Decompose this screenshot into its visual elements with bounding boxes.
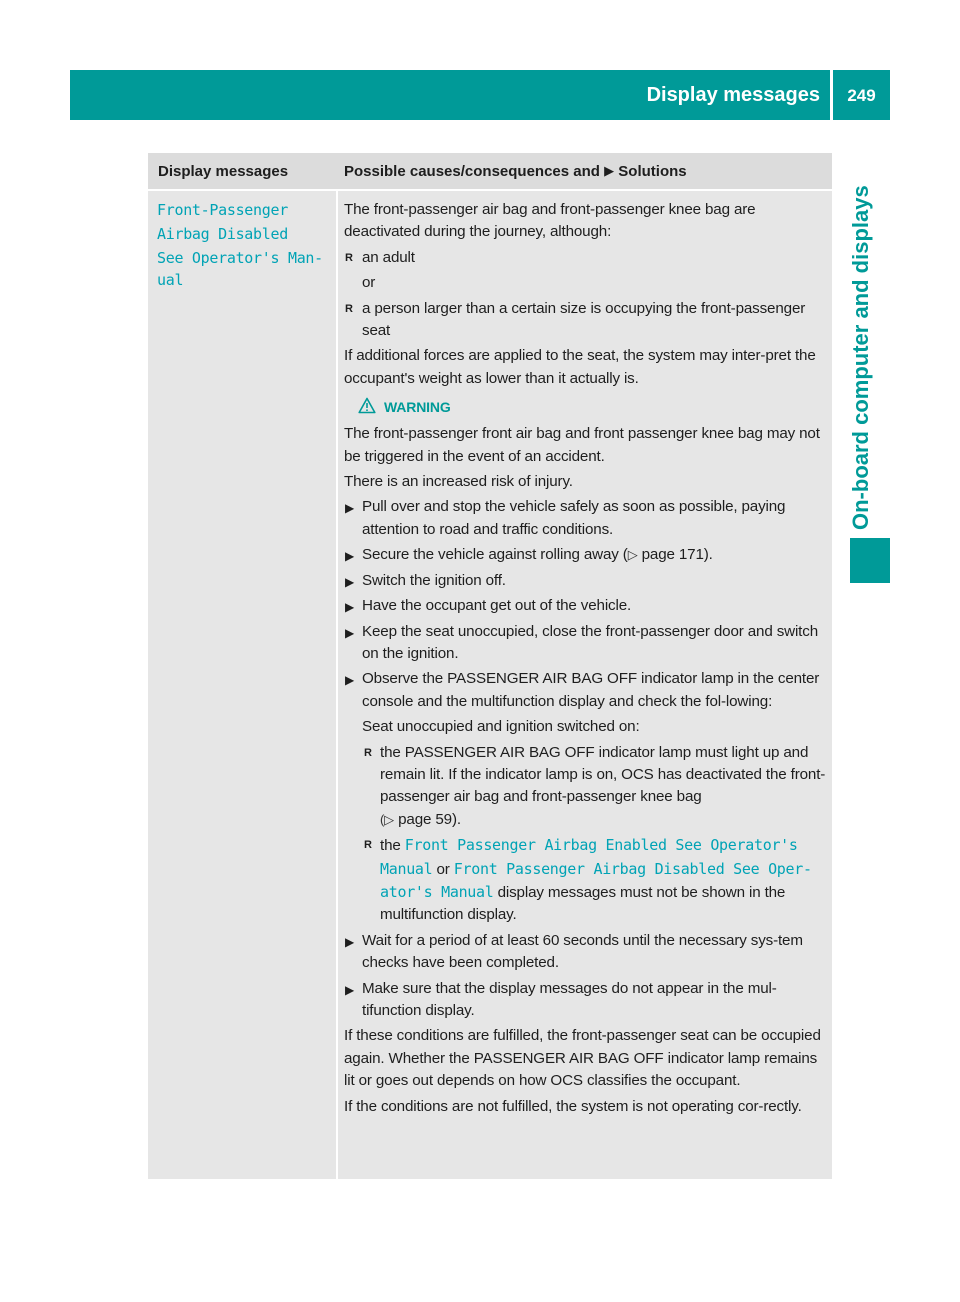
message-line: See Operator's Man‐	[157, 249, 323, 267]
step-item: ▶ Make sure that the display messages do not appear in the mul-tifunction display.	[345, 979, 777, 1019]
fulfilled-paragraph: If these conditions are fulfilled, the front-passenger seat can be occupied again. Whether the PASSENGER AIR BAG OFF indicator lamp remains lit or goes out depends on how OCS classifies the occupant.	[344, 1027, 821, 1090]
step-item: ▶ Wait for a period of at least 60 seconds until the necessary sys-tem checks have been completed.	[345, 931, 803, 972]
column-header-prefix: Possible causes/consequences and	[344, 163, 600, 180]
forces-paragraph: If additional forces are applied to the seat, the system may inter-pret the occupant's weight as lower than it actually is.	[344, 347, 816, 387]
display-message-inline: Front Passenger Airbag Disabled See Oper‐ator's Manual	[380, 859, 812, 901]
message-line: Airbag Disabled	[157, 225, 288, 243]
column-header-solutions	[344, 153, 687, 189]
solutions-cell	[338, 191, 832, 1179]
step-arrow-icon: ▶	[345, 600, 355, 615]
warning-heading	[344, 396, 828, 418]
step-arrow-icon: ▶	[345, 982, 355, 997]
seat-unoccupied-text: Seat unoccupied and ignition switched on:	[362, 718, 640, 736]
page-reference[interactable]: page 171).	[641, 546, 713, 564]
or-text: or	[362, 274, 376, 292]
solutions-text	[344, 199, 828, 1121]
step-arrow-icon: ▶	[345, 501, 355, 516]
step-arrow-icon: ▶	[345, 625, 355, 640]
step-item: ▶ Have the occupant get out of the vehicle.	[344, 595, 828, 617]
bullet-icon: R	[364, 746, 372, 759]
not-fulfilled-paragraph: If the conditions are not fulfilled, the system is not operating cor-rectly.	[344, 1097, 802, 1115]
step-item: ▶ Observe the PASSENGER AIR BAG OFF indicator lamp in the center console and the multifunction display and check the fol-lowing:	[345, 670, 820, 710]
step-arrow-icon: ▶	[345, 934, 355, 949]
page-reference[interactable]: page 59).	[398, 810, 461, 828]
bullet-icon: R	[345, 302, 353, 315]
page-header	[70, 70, 890, 120]
side-tab-title: On-board computer and displays	[848, 185, 873, 530]
list-item: R an adult	[344, 247, 828, 269]
step-item: ▶ Secure the vehicle against rolling away (▷ page 171).	[344, 544, 828, 566]
warning-triangle-icon	[358, 397, 376, 414]
column-header-messages: Display messages	[158, 163, 289, 180]
warning-label: WARNING	[384, 399, 451, 416]
bullet-icon: R	[364, 839, 372, 852]
list-item: R the PASSENGER AIR BAG OFF indicator lamp must light up and remain lit. If the indicator lamp is on, OCS has deactivated the front-passenger air bag and front-passenger knee bag (▷ page 59).	[364, 743, 826, 828]
column-header-suffix: Solutions	[618, 163, 687, 180]
step-item: ▶ Pull over and stop the vehicle safely as soon as possible, paying attention to road and traffic conditions.	[345, 498, 786, 538]
step-arrow-icon: ▶	[345, 549, 355, 564]
message-cell	[148, 191, 336, 1179]
display-message	[157, 199, 323, 293]
message-line: ual	[157, 271, 184, 289]
page-ref-icon: ▷	[627, 547, 638, 563]
bullet-icon: R	[345, 251, 353, 264]
page-number: 249	[847, 86, 876, 105]
step-arrow-icon: ▶	[345, 673, 355, 688]
step-item: ▶ Switch the ignition off.	[344, 570, 828, 592]
side-tab-marker	[850, 538, 890, 583]
section-title: Display messages	[646, 84, 820, 106]
step-item: ▶ Keep the seat unoccupied, close the front-passenger door and switch on the ignition.	[345, 622, 818, 662]
intro-paragraph: The front-passenger air bag and front-passenger knee bag are deactivated during the journey, although:	[344, 201, 756, 241]
display-message-inline: Front Passenger Airbag Enabled See Operator's Manual	[380, 836, 798, 878]
message-line: Front-Passenger	[157, 201, 288, 219]
list-item: R the Front Passenger Airbag Enabled See Operator's Manual or Front Passenger Airbag Disabled See Oper‐ator's Manual display messages must not be shown in the multifunction display.	[364, 836, 812, 924]
risk-text: There is an increased risk of injury.	[344, 473, 573, 491]
warning-text: The front-passenger front air bag and front passenger knee bag may not be triggered in the event of an accident.	[344, 425, 820, 465]
page-ref-icon: (▷	[380, 811, 395, 827]
arrow-icon: ▶	[604, 163, 615, 178]
list-item: R a person larger than a certain size is occupying the front-passenger seat	[345, 299, 806, 340]
table-header	[148, 153, 832, 189]
step-arrow-icon: ▶	[345, 574, 355, 589]
